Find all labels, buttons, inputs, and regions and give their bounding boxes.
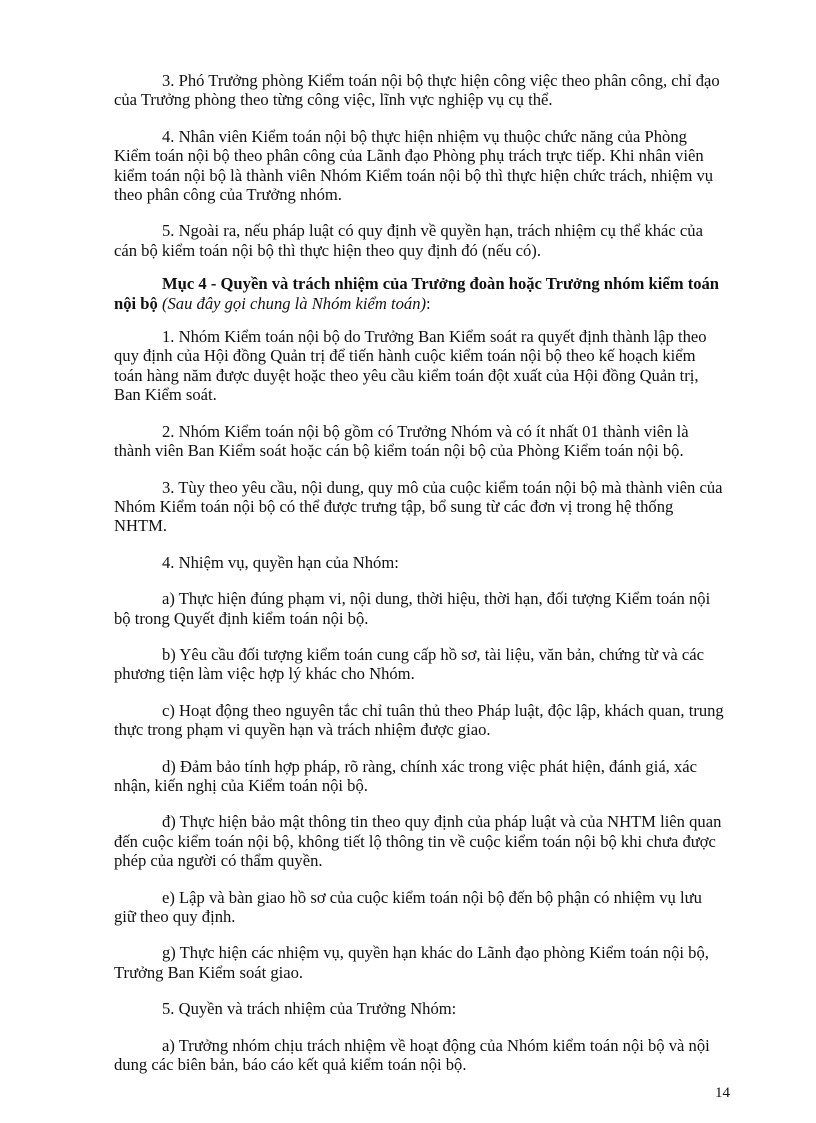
section-heading-suffix: : bbox=[426, 293, 431, 313]
section-paragraph: a) Thực hiện đúng phạm vi, nội dung, thời hiệu, thời hạn, đối tượng Kiểm toán nội bộ trong Quyết định kiểm toán nội bộ. bbox=[114, 589, 711, 628]
section-paragraph: 5. Quyền và trách nhiệm của Trưởng Nhóm: bbox=[162, 999, 457, 1019]
page-number: 14 bbox=[715, 1085, 730, 1101]
section-paragraph: 1. Nhóm Kiểm toán nội bộ do Trưởng Ban Kiểm soát ra quyết định thành lập theo quy định của Hội đồng Quản trị để tiến hành cuộc kiểm toán nội bộ theo kế hoạch kiểm toán hàng năm được duyệt hoặc theo yêu cầu kiểm toán đột xuất của Hội đồng Quản trị, Ban Kiểm soát. bbox=[114, 327, 707, 405]
section-paragraph: b) Yêu cầu đối tượng kiểm toán cung cấp hồ sơ, tài liệu, văn bản, chứng từ và các phương tiện làm việc hợp lý khác cho Nhóm. bbox=[114, 644, 705, 684]
section-paragraph: a) Trưởng nhóm chịu trách nhiệm về hoạt động của Nhóm kiểm toán nội bộ và nội dung các biên bản, báo cáo kết quả kiểm toán nội bộ. bbox=[114, 1035, 710, 1075]
section-heading bbox=[114, 274, 724, 313]
section-heading-title: Mục 4 - Quyền và trách nhiệm của Trưởng đoàn hoặc Trưởng nhóm kiểm toán nội bộ bbox=[114, 274, 720, 313]
section-heading-note: (Sau đây gọi chung là Nhóm kiểm toán) bbox=[157, 293, 427, 313]
section-paragraph: c) Hoạt động theo nguyên tắc chỉ tuân thủ theo Pháp luật, độc lập, khách quan, trung thực trong phạm vi quyền hạn và trách nhiệm được giao. bbox=[114, 700, 724, 740]
section-paragraph: 4. Nhiệm vụ, quyền hạn của Nhóm: bbox=[162, 552, 399, 572]
section-paragraph: 3. Tùy theo yêu cầu, nội dung, quy mô của cuộc kiểm toán nội bộ mà thành viên của Nhóm Kiểm toán nội bộ có thể được trưng tập, bổ sung từ các đơn vị trong hệ thống NHTM. bbox=[114, 477, 723, 536]
paragraph-vice-head-duties: 3. Phó Trưởng phòng Kiểm toán nội bộ thực hiện công việc theo phân công, chỉ đạo của Trưởng phòng theo từng công việc, lĩnh vực nghiệp vụ cụ thể. bbox=[114, 71, 720, 110]
paragraph-other-rights: 5. Ngoài ra, nếu pháp luật có quy định về quyền hạn, trách nhiệm cụ thể khác của cán bộ kiểm toán nội bộ thì thực hiện theo quy định đó (nếu có). bbox=[114, 221, 703, 260]
section-paragraph: d) Đảm bảo tính hợp pháp, rõ ràng, chính xác trong việc phát hiện, đánh giá, xác nhận, kiến nghị của Kiểm toán nội bộ. bbox=[114, 756, 698, 795]
section-paragraph: g) Thực hiện các nhiệm vụ, quyền hạn khác do Lãnh đạo phòng Kiểm toán nội bộ, Trưởng Ban Kiểm soát giao. bbox=[114, 943, 709, 982]
section-paragraph: 2. Nhóm Kiểm toán nội bộ gồm có Trưởng Nhóm và có ít nhất 01 thành viên là thành viên Ban Kiểm soát hoặc cán bộ kiểm toán nội bộ của Phòng Kiểm toán nội bộ. bbox=[114, 421, 689, 461]
section-paragraph: e) Lập và bàn giao hồ sơ của cuộc kiểm toán nội bộ đến bộ phận có nhiệm vụ lưu giữ theo quy định. bbox=[114, 887, 702, 926]
paragraph-staff-duties: 4. Nhân viên Kiểm toán nội bộ thực hiện nhiệm vụ thuộc chức năng của Phòng Kiểm toán nội bộ theo phân công của Lãnh đạo Phòng phụ trách trực tiếp. Khi nhân viên kiểm toán nội bộ là thành viên Nhóm Kiểm toán nội bộ thì thực hiện chức trách, nhiệm vụ theo phân công của Trưởng nhóm. bbox=[114, 126, 714, 205]
document-body bbox=[114, 71, 724, 1091]
section-paragraph: đ) Thực hiện bảo mật thông tin theo quy định của pháp luật và của NHTM liên quan đến cuộc kiểm toán nội bộ, không tiết lộ thông tin về cuộc kiểm toán nội bộ khi chưa được phép của người có thẩm quyền. bbox=[114, 812, 722, 871]
